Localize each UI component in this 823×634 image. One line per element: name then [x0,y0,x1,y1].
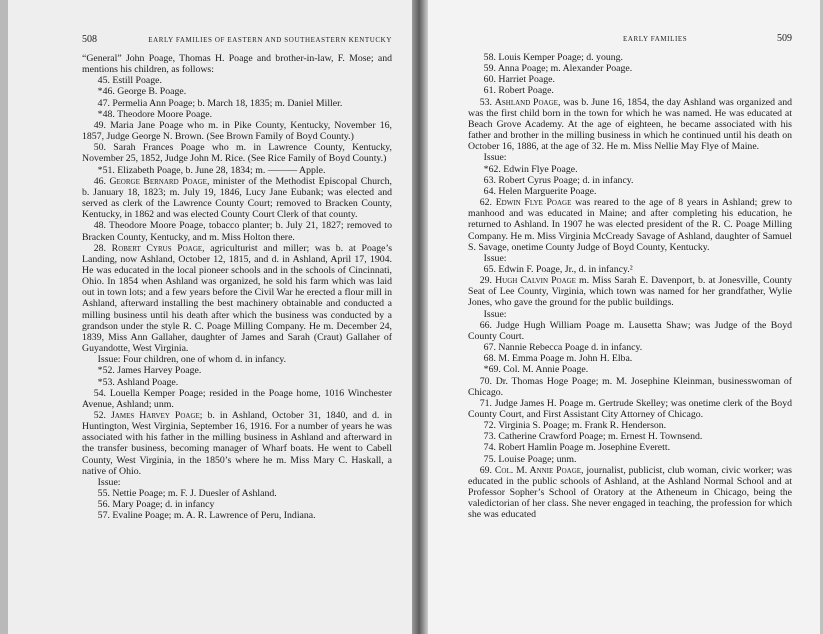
paragraph: Issue: [483,308,507,320]
left-running-head: EARLY FAMILIES OF EASTERN AND SOUTHEASTERN KENTUCKY [148,36,392,44]
paragraph [82,243,392,355]
paragraph: Issue: [97,476,121,488]
paragraph: 67. Nannie Rebecca Poage d. in infancy. [483,342,643,354]
entry-text: , agriculturist and miller; was b. at Poage’s Landing, now Ashland, October 12, 1815, and d. in Ashland, April 17, 1904. He was educated in the local pioneer schools and in the schools of Cincinnati, Ohio. In 1854 when Ashland was organized, he sold his farm which was laid out in town lots; and a few years before the Civil War he erected a flour mill in Ashland, afterward installing the best machinery obtainable and conducted a milling business until his death after which the business was conducted by a grandson under the style R. C. Poage Milling Company. He m. December 24, 1839, Miss Ann Gallaher, daughter of James and Sarah (Craut) Gallaher of Guyandotte, West Virginia. [82,242,393,355]
paragraph: 57. Evaline Poage; m. A. R. Lawrence of Peru, Indiana. [97,510,316,522]
paragraph [82,410,392,477]
paragraph: *48. Theodore Moore Poage. [97,108,213,120]
paragraph: 47. Permelia Ann Poage; b. March 18, 1835; m. Daniel Miller. [97,97,343,109]
entry-name: Edwin Flye Poage [495,197,572,209]
right-running-head: EARLY FAMILIES [623,35,688,43]
entry-text: , was b. June 16, 1854, the day Ashland was organized and was the first child born in the town for which he was named. He was educated at Beach Grove Academy. At the age of eighteen, he became associated with his father and brother in the milling business in which he continued until his death on October 16, 1886, at the age of 32. He m. Miss Nellie May Flye of Maine. [468,96,792,153]
paragraph: Issue: [483,252,507,264]
paragraph: 61. Robert Poage. [483,85,554,97]
paragraph: 68. M. Emma Poage m. John H. Elba. [483,353,633,365]
paragraph: 49. Maria Jane Poage who m. in Pike County, Kentucky, November 16, 1857, Judge George N. Brown. (See Brown Family of Boyd County.) [82,119,392,143]
left-page-edge [0,0,8,634]
paragraph: *46. George B. Poage. [97,86,187,98]
entry-name: James Harvey Poage [111,410,200,421]
paragraph: 73. Catherine Crawford Poage; m. Ernest H. Townsend. [483,431,703,443]
entry-number: 53. [479,96,495,108]
paragraph: 70. Dr. Thomas Hoge Poage; m. M. Josephine Kleinman, businesswoman of Chicago. [468,375,792,398]
paragraph [468,97,792,153]
paragraph: 74. Robert Hamlin Poage m. Josephine Everett. [483,442,671,454]
paragraph: *62. Edwin Flye Poage. [483,163,578,175]
right-page-body [468,52,792,521]
right-page-header [468,33,792,44]
left-page-number: 508 [82,34,97,45]
paragraph: *53. Ashland Poage. [97,376,179,388]
entry-number: 29. [479,275,496,287]
entry-number: 69. [479,464,495,476]
paragraph: “General” John Poage, Thomas H. Poage and brother-in-law, F. Mose; and mentions his children, as follows: [82,53,392,76]
paragraph: *51. Elizabeth Poage, b. June 28, 1834; m. ——— Apple. [97,164,326,176]
paragraph: *69. Col. M. Annie Poage. [483,364,589,376]
paragraph: 58. Louis Kemper Poage; d. young. [483,52,623,63]
entry-name: Col. M. Annie Poage [494,464,582,476]
book-gutter [412,0,428,634]
left-page-header [82,34,392,45]
paragraph [82,176,392,221]
right-page-number: 509 [777,33,792,44]
paragraph: 72. Virginia S. Poage; m. Frank R. Henderson. [483,420,667,432]
paragraph: 50. Sarah Frances Poage who m. in Lawrence County, Kentucky, November 25, 1852, Judge John M. Rice. (See Rice Family of Boyd County.) [82,142,392,165]
paragraph: 56. Mary Poage; d. in infancy [97,499,215,511]
entry-text: , journalist, publicist, club woman, civic worker; was educated in the public schools of Ashland, at the Ashland Normal School and at Professor Sopher’s School of Oratory at the Atheneum in Chicago, being the valedictorian of her class. She never engaged in teaching, the profession for which she was educated [468,464,792,521]
paragraph: Issue: Four children, one of whom d. in infancy. [97,354,287,366]
paragraph: 71. Judge James H. Poage m. Gertrude Skelley; was onetime clerk of the Boyd County Court, and First Assistant City Attorney of Chicago. [468,397,792,420]
paragraph: 63. Robert Cyrus Poage; d. in infancy. [483,174,634,186]
entry-text: m. Miss Sarah E. Davenport, b. at Jonesville, County Seat of Lee County, Virginia, which town was named for her grandfather, Wylie Jones, who gave the ground for the public buildings. [468,275,793,309]
paragraph: 45. Estill Poage. [97,75,162,87]
left-page-body [82,53,392,522]
entry-text: , minister of the Methodist Episcopal Church, b. January 18, 1823; m. July 19, 1846, Lucy Jane Eubank; was elected and served as clerk of the Lawrence County Court; removed to Bracken County, Kentucky, in 1862 and was elected County Court Clerk of that county. [82,175,392,221]
paragraph [468,275,792,308]
paragraph [468,197,792,253]
entry-number: 52. [93,410,111,421]
entry-number: 28. [93,242,112,254]
paragraph [468,465,792,521]
paragraph: Issue: [483,152,507,164]
entry-name: Hugh Calvin Poage [495,275,576,287]
right-page [428,0,820,634]
entry-text: was reared to the age of 8 years in Ashland; grew to manhood and was educated in Maine; and after completing his education, he returned to Ashland. In 1907 he was elected president of the R. C. Poage Milling Company. He m. Miss Virginia McCready Savage of Ashland, daughter of Samuel S. Savage, onetime County Judge of Boyd County, Kentucky. [468,197,792,253]
paragraph: 59. Anna Poage; m. Alexander Poage. [483,63,633,75]
paragraph: 65. Edwin F. Poage, Jr., d. in infancy.² [483,263,633,275]
entry-name: Ashland Poage [494,96,558,108]
paragraph: 64. Helen Marguerite Poage. [483,185,597,197]
left-page [8,0,412,634]
entry-name: George Bernard Poage [109,175,207,187]
paragraph: 60. Harriet Poage. [483,74,555,86]
paragraph: 55. Nettie Poage; m. F. J. Duesler of Ashland. [97,488,277,500]
paragraph: 54. Louella Kemper Poage; resided in the Poage home, 1016 Winchester Avenue, Ashland; unm. [82,387,392,410]
entry-number: 46. [93,175,110,187]
paragraph: 75. Louise Poage; unm. [483,453,577,465]
entry-number: 62. [479,197,496,209]
entry-text: ; b. in Ashland, October 31, 1840, and d. in Huntington, West Virginia, September 16, 1916. For a number of years he was associated with his father in the milling business in Ashland and afterward in the transfer business, becoming manager of Wharf boats. He went to Cabell County, West Virginia, in the 1850’s where he m. Miss Mary C. Haskall, a native of Ohio. [82,410,392,477]
paragraph: *52. James Harvey Poage. [97,365,202,377]
entry-name: Robert Cyrus Poage [111,242,203,254]
paragraph: 48. Theodore Moore Poage, tobacco planter; b. July 21, 1827; removed to Bracken County, Kentucky, and m. Miss Holton there. [82,220,392,243]
paragraph: 66. Judge Hugh William Poage m. Lausetta Shaw; was Judge of the Boyd County Court. [468,319,792,342]
